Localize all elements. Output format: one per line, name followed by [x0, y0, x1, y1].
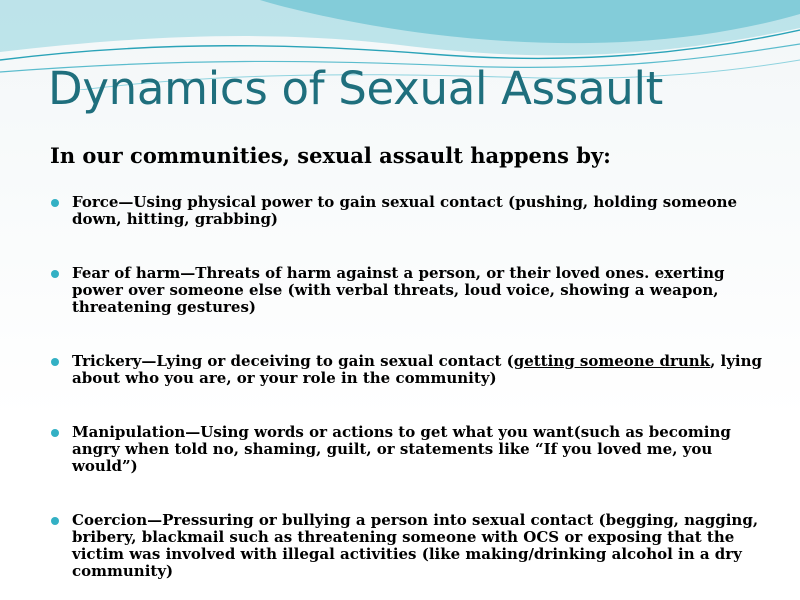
slide-subtitle: In our communities, sexual assault happens by: [50, 143, 611, 168]
bullet-list [50, 194, 762, 580]
bullet-item-fear-of-harm [50, 265, 762, 316]
round-bullet-icon [51, 429, 59, 437]
round-bullet-icon [51, 199, 59, 207]
bullet-item-coercion [50, 512, 762, 580]
bullet-item-manipulation [50, 424, 762, 475]
slide-title: Dynamics of Sexual Assault [48, 62, 663, 115]
round-bullet-icon [51, 517, 59, 525]
round-bullet-icon [51, 270, 59, 278]
bullet-text-end: , lying about who you are, or your role in the community) [72, 352, 763, 387]
bullet-item-trickery [50, 353, 762, 387]
bullet-text: Manipulation—Using words or actions to get what you want(such as becoming angry when told no, shaming, guilt, or statements like “If you loved me, you would”) [72, 423, 731, 475]
bullet-text: Force—Using physical power to gain sexual contact (pushing, holding someone down, hitting, grabbing) [72, 193, 738, 228]
round-bullet-icon [51, 358, 59, 366]
underlined-phrase: getting someone drunk [513, 352, 711, 370]
bullet-text: Coercion—Pressuring or bullying a person into sexual contact (begging, nagging, bribery, blackmail such as threatening someone with OCS or exposing that the victim was involved with illegal activities (like making/drinking alcohol in a dry community) [72, 511, 759, 580]
bullet-text-start: Trickery—Lying or deceiving to gain sexual contact ( [72, 352, 514, 370]
bullet-text: Fear of harm—Threats of harm against a person, or their loved ones. exerting power over someone else (with verbal threats, loud voice, showing a weapon, threatening gestures) [72, 264, 725, 316]
bullet-item-force [50, 194, 762, 228]
